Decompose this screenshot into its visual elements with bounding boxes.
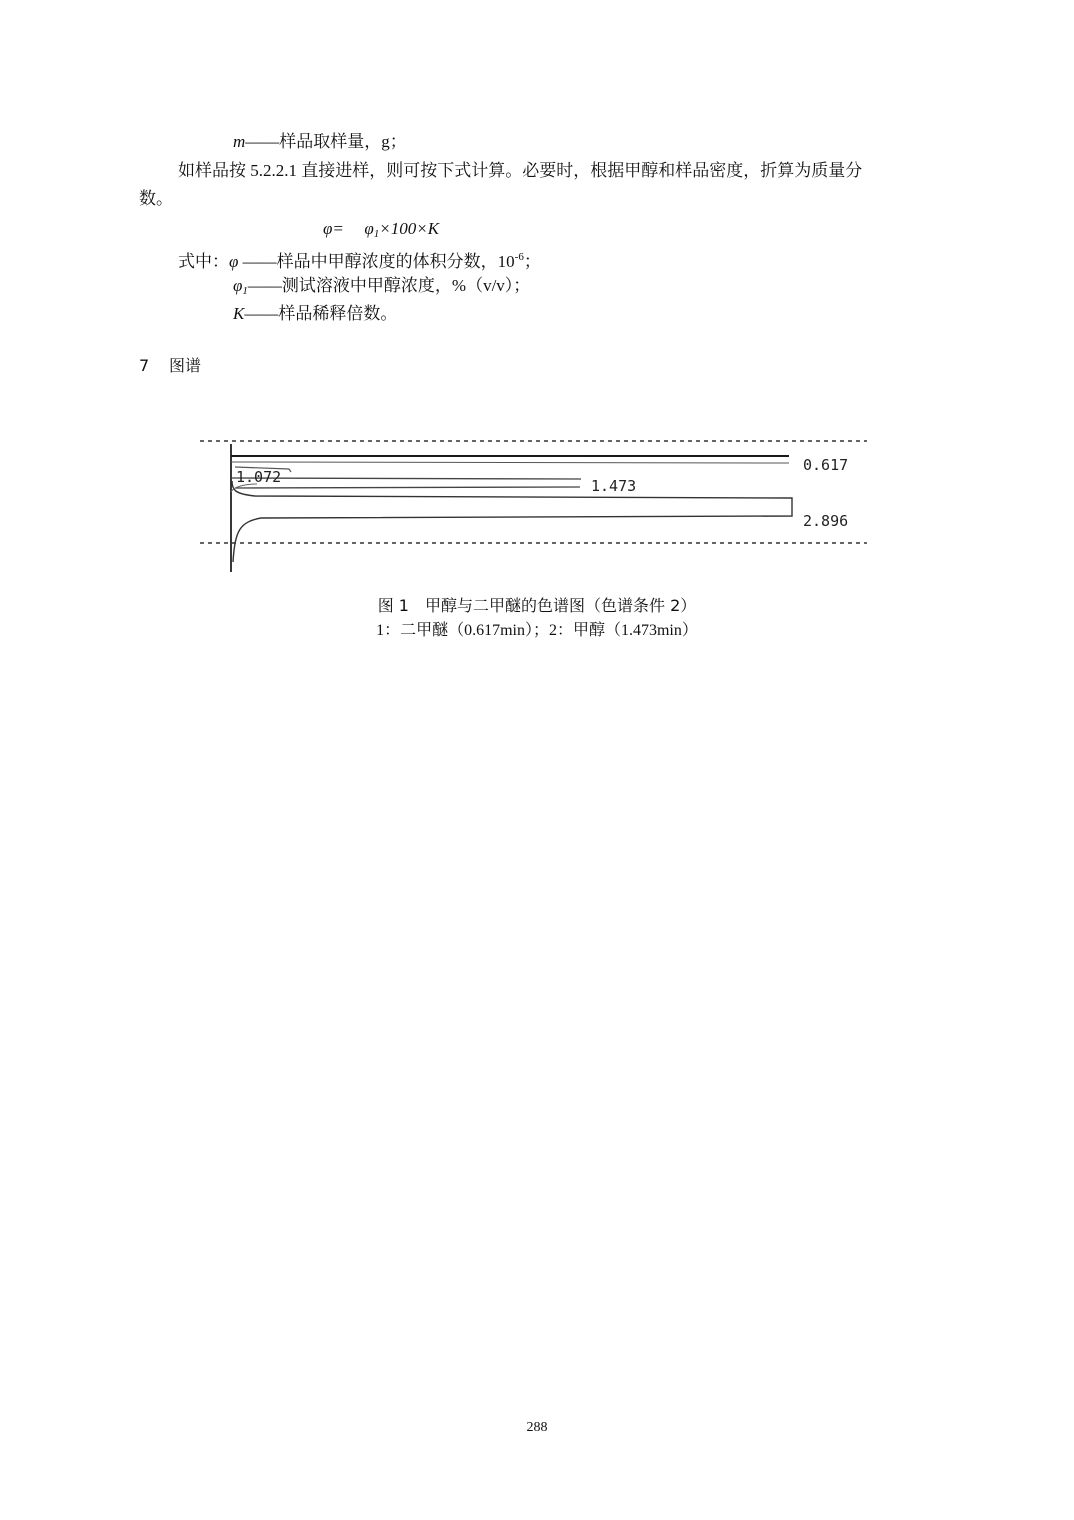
variable-phi: φ [229,252,239,271]
peak-label-2896: 2.896 [803,512,849,530]
definition-k-text: ——样品稀释倍数。 [244,304,398,323]
section-number: 7 [139,356,150,375]
variable-m: m [233,132,246,151]
trace-peak-1473 [231,478,581,488]
formula-subscript: 1 [373,228,380,240]
definition-phi-text: ——样品中甲醇浓度的体积分数，10 [238,252,515,271]
variable-k: K [233,304,245,323]
formula-rest: ×100×K [379,219,440,238]
definition-phi1-text: ——测试溶液中甲醇浓度，%（v/v）； [247,276,531,295]
section-heading [139,356,201,376]
paragraph-line-1: 如样品按 5.2.2.1 直接进样，则可按下式计算。必要时，根据甲醇和样品密度，折算为质量分 [178,161,863,180]
paragraph-line-2: 数。 [139,189,173,208]
where-prefix: 式中： [178,252,229,271]
page-number: 288 [526,1420,548,1435]
formula-lhs: φ= [323,219,344,238]
figure-caption-title: 图 1 甲醇与二甲醚的色谱图（色谱条件 2） [377,596,697,615]
definition-phi-end: ； [523,252,541,271]
peak-label-1473: 1.473 [591,477,637,495]
variable-phi1: φ [233,276,243,295]
chromatogram-figure [195,432,875,577]
definition-phi1 [233,276,530,301]
definition-m-text: ——样品取样量，g； [245,132,407,151]
trace-baseline [231,462,789,463]
definition-m [233,132,407,152]
formula [323,219,439,244]
trace-peak-2896 [232,481,792,562]
peak-label-0617: 0.617 [803,456,849,474]
definition-phi [178,247,541,272]
section-title: 图谱 [169,356,202,375]
variable-phi1-subscript: 1 [242,285,248,297]
exponent: -6 [514,251,524,263]
peak-label-1072: 1.072 [236,468,282,486]
formula-phi: φ [364,219,374,238]
figure-caption-legend: 1：二甲醚（0.617min）；2：甲醇（1.473min） [376,622,698,639]
definition-k [233,304,397,324]
